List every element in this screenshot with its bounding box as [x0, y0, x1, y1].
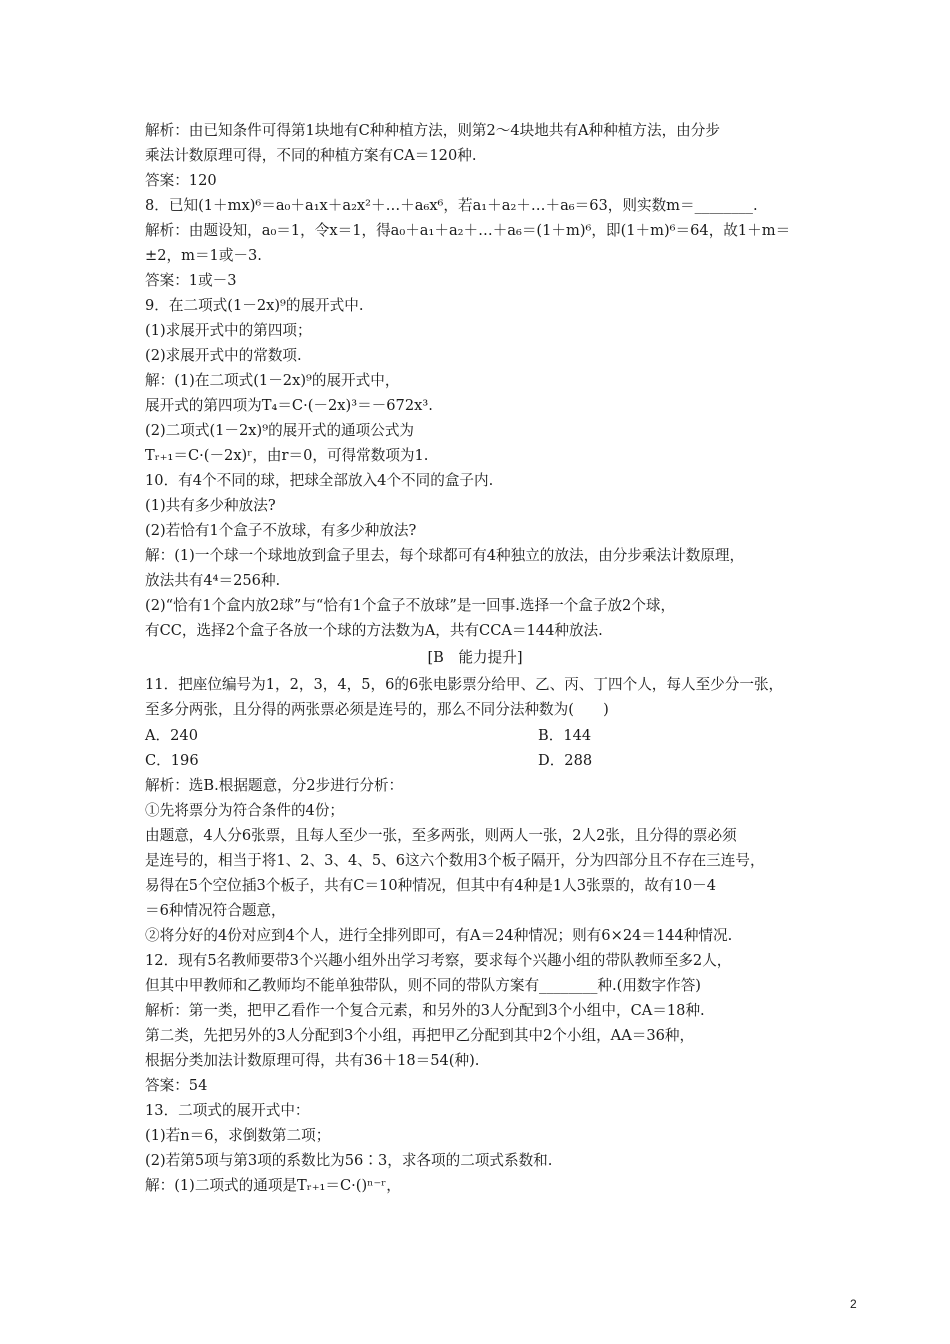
text-line: 解析：选B.根据题意，分2步进行分析：: [145, 777, 404, 794]
text-line: (1)求展开式中的第四项；: [145, 322, 312, 339]
text-line: ①先将票分为符合条件的4份；: [145, 802, 345, 819]
option-a: A．240: [145, 727, 198, 744]
text-line: 答案：120: [145, 172, 217, 189]
text-line: 易得在5个空位插3个板子，共有C＝10种情况，但其中有4种是1人3张票的，故有10－4: [145, 877, 717, 894]
text-line: (2)若第5项与第3项的系数比为56∶3，求各项的二项式系数和.: [145, 1152, 553, 1169]
text-line: 解析：由已知条件可得第1块地有C种种植方法，则第2～4块地共有A种种植方法，由分步: [145, 122, 720, 139]
text-line: 答案：1或－3: [145, 272, 237, 289]
text-line: 展开式的第四项为T₄＝C·(－2x)³＝－672x³.: [145, 397, 433, 414]
option-c: C．196: [145, 752, 199, 769]
text-line: (2)若恰有1个盒子不放球，有多少种放法?: [145, 522, 417, 539]
text-line: 根据分类加法计数原理可得，共有36＋18＝54(种).: [145, 1052, 480, 1069]
question-9: 9．在二项式(1－2x)⁹的展开式中.: [145, 297, 364, 314]
text-line: 是连号的，相当于将1、2、3、4、5、6这六个数用3个板子隔开，分为四部分且不存在三连号，: [145, 852, 765, 869]
text-line: Tᵣ₊₁＝C·(－2x)ʳ，由r＝0，可得常数项为1.: [145, 447, 429, 464]
section-heading: [B 能力提升]: [427, 649, 523, 666]
text-line: 解析：第一类，把甲乙看作一个复合元素，和另外的3人分配到3个小组中，CA＝18种.: [145, 1002, 705, 1019]
text-line: (2)二项式(1－2x)⁹的展开式的通项公式为: [145, 422, 415, 439]
text-line: 由题意，4人分6张票，且每人至少一张，至多两张，则两人一张，2人2张，且分得的票必须: [145, 827, 737, 844]
text-line: 解：(1)在二项式(1－2x)⁹的展开式中，: [145, 372, 400, 389]
text-line: 至多分两张，且分得的两张票必须是连号的，那么不同分法种数为( ): [145, 701, 609, 718]
text-line: 放法共有4⁴＝256种.: [145, 572, 281, 589]
text-line: ＝6种情况符合题意，: [145, 902, 286, 919]
text-line: 第二类，先把另外的3人分配到3个小组，再把甲乙分配到其中2个小组，AA＝36种，: [145, 1027, 695, 1044]
text-line: 解：(1)一个球一个球地放到盒子里去，每个球都可有4种独立的放法，由分步乘法计数原理，: [145, 547, 745, 564]
text-line: (1)若n＝6，求倒数第二项；: [145, 1127, 331, 1144]
text-line: 答案：54: [145, 1077, 208, 1094]
text-line: ②将分好的4份对应到4个人，进行全排列即可，有A＝24种情况；则有6×24＝144种情况.: [145, 927, 733, 944]
option-b: B．144: [538, 727, 592, 744]
question-13: 13．二项式的展开式中：: [145, 1102, 310, 1119]
text-line: (1)共有多少种放法?: [145, 497, 276, 514]
text-line: (2)“恰有1个盒内放2球”与“恰有1个盒子不放球”是一回事.选择一个盒子放2个球，: [145, 597, 676, 614]
text-line: 乘法计数原理可得，不同的种植方案有CA＝120种.: [145, 147, 477, 164]
question-10: 10．有4个不同的球，把球全部放入4个不同的盒子内.: [145, 472, 494, 489]
text-line: ±2，m＝1或－3.: [145, 247, 262, 264]
text-line: 有CC，选择2个盒子各放一个球的方法数为A，共有CCA＝144种放法.: [145, 622, 603, 639]
text-line: 解析：由题设知，a₀＝1，令x＝1，得a₀＋a₁＋a₂＋…＋a₆＝(1＋m)⁶，即(1＋m)⁶＝64，故1＋m＝: [145, 222, 791, 239]
text-line: 但其中甲教师和乙教师均不能单独带队，则不同的带队方案有________种.(用数字作答): [145, 977, 701, 994]
question-12: 12．现有5名教师要带3个兴趣小组外出学习考察，要求每个兴趣小组的带队教师至多2人，: [145, 952, 732, 969]
text-line: 解：(1)二项式的通项是Tᵣ₊₁＝C·()ⁿ⁻ʳ，: [145, 1177, 401, 1194]
question-8: 8．已知(1＋mx)⁶＝a₀＋a₁x＋a₂x²＋…＋a₆x⁶，若a₁＋a₂＋…＋a₆＝63，则实数m＝________.: [145, 197, 758, 214]
option-d: D．288: [538, 752, 593, 769]
text-line: (2)求展开式中的常数项.: [145, 347, 302, 364]
question-11: 11．把座位编号为1，2，3，4，5，6的6张电影票分给甲、乙、丙、丁四个人，每人至少分一张，: [145, 676, 784, 693]
page-number: 2: [850, 1297, 857, 1311]
